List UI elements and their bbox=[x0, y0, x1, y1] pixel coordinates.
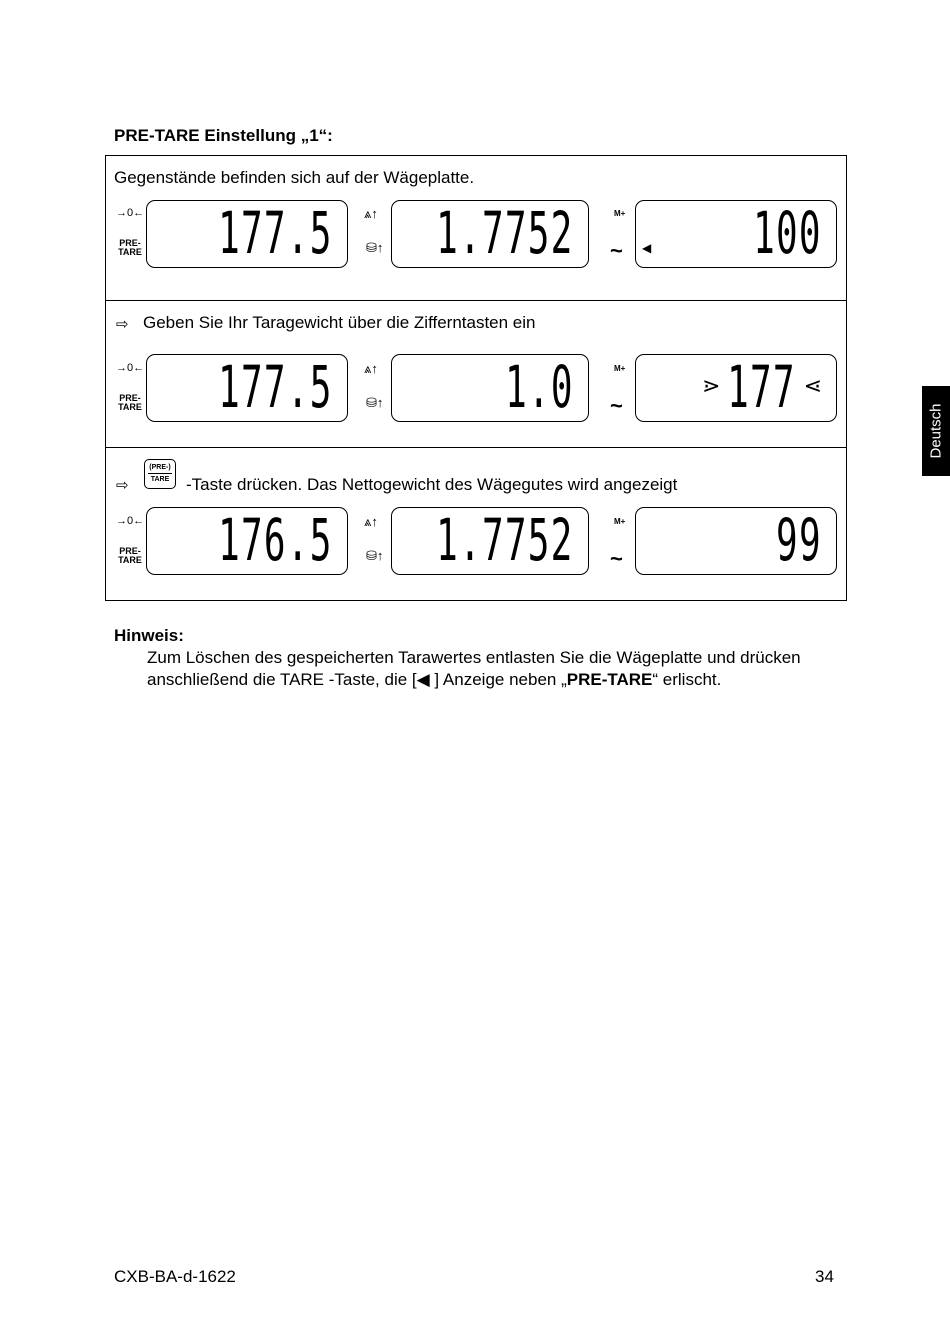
pretare-key-icon: (PRE-) TARE bbox=[144, 459, 176, 489]
step-row-2 bbox=[106, 301, 846, 448]
pointer-symbol: ◀ bbox=[416, 670, 430, 689]
count-value: 177 bbox=[727, 353, 796, 421]
display-sequence-box bbox=[105, 155, 847, 601]
step-text: -Taste drücken. Das Nettogewicht des Wägegutes wird angezeigt bbox=[186, 475, 678, 494]
pretare-indicator: PRE- TARE bbox=[118, 546, 142, 565]
stability-indicator: ~ bbox=[610, 546, 623, 571]
memory-plus-indicator: M+ bbox=[614, 209, 626, 218]
unit-weight-display bbox=[391, 200, 589, 268]
weight-icon: ⛁↑ bbox=[366, 548, 384, 563]
note-body: Zum Löschen des gespeicherten Tarawertes entlasten Sie die Wägeplatte und drücken anschließend die TARE -Taste, die [◀ ] Anzeige neben „PRE-TARE“ erlischt. bbox=[147, 648, 801, 689]
zero-indicator: →0← bbox=[116, 515, 145, 527]
unit-weight-value: 1.0 bbox=[505, 353, 574, 421]
count-value: 100 bbox=[753, 199, 822, 267]
language-tab: Deutsch bbox=[922, 386, 950, 476]
stability-indicator: ~ bbox=[610, 393, 623, 418]
memory-plus-indicator: M+ bbox=[614, 517, 626, 526]
unit-weight-display bbox=[391, 507, 589, 575]
page-number: 34 bbox=[815, 1267, 834, 1286]
weight-display bbox=[146, 507, 348, 575]
stability-indicator: ~ bbox=[610, 238, 623, 263]
step-text: Geben Sie Ihr Taragewicht über die Zifferntasten ein bbox=[143, 313, 536, 332]
pretare-indicator: PRE- TARE bbox=[118, 393, 142, 412]
step-row-3 bbox=[106, 448, 846, 600]
zero-indicator: →0← bbox=[116, 362, 145, 374]
weight-display bbox=[146, 354, 348, 422]
note-title: Hinweis: bbox=[114, 626, 184, 645]
step-arrow-icon: ⇨ bbox=[116, 477, 129, 494]
pieces-pyramid-icon: ⩓↑ bbox=[364, 361, 378, 376]
weight-value: 177.5 bbox=[218, 199, 333, 267]
document-id: CXB-BA-d-1622 bbox=[114, 1267, 236, 1286]
step-arrow-icon: ⇨ bbox=[116, 316, 129, 333]
weight-icon: ⛁↑ bbox=[366, 395, 384, 410]
pieces-pyramid-icon: ⩓↑ bbox=[364, 206, 378, 221]
step-text: Gegenstände befinden sich auf der Wägeplatte. bbox=[114, 168, 475, 187]
pretare-indicator: PRE- TARE bbox=[118, 238, 142, 257]
count-value: 99 bbox=[776, 506, 822, 574]
unit-weight-value: 1.7752 bbox=[436, 199, 574, 267]
pieces-pyramid-icon: ⩓↑ bbox=[364, 514, 378, 529]
weight-value: 177.5 bbox=[218, 353, 333, 421]
count-display bbox=[635, 200, 837, 268]
zero-indicator: →0← bbox=[116, 207, 145, 219]
blink-left-icon: ⋗ bbox=[702, 373, 721, 398]
count-display bbox=[635, 354, 837, 422]
weight-icon: ⛁↑ bbox=[366, 240, 384, 255]
step-row-1 bbox=[106, 156, 846, 301]
count-display bbox=[635, 507, 837, 575]
blink-right-icon: ⋖ bbox=[803, 373, 822, 398]
unit-weight-value: 1.7752 bbox=[436, 506, 574, 574]
memory-plus-indicator: M+ bbox=[614, 364, 626, 373]
weight-display bbox=[146, 200, 348, 268]
pointer-arrow: ◀ bbox=[642, 241, 652, 255]
unit-weight-display bbox=[391, 354, 589, 422]
weight-value: 176.5 bbox=[218, 506, 333, 574]
section-heading: PRE-TARE Einstellung „1“: bbox=[114, 126, 333, 145]
